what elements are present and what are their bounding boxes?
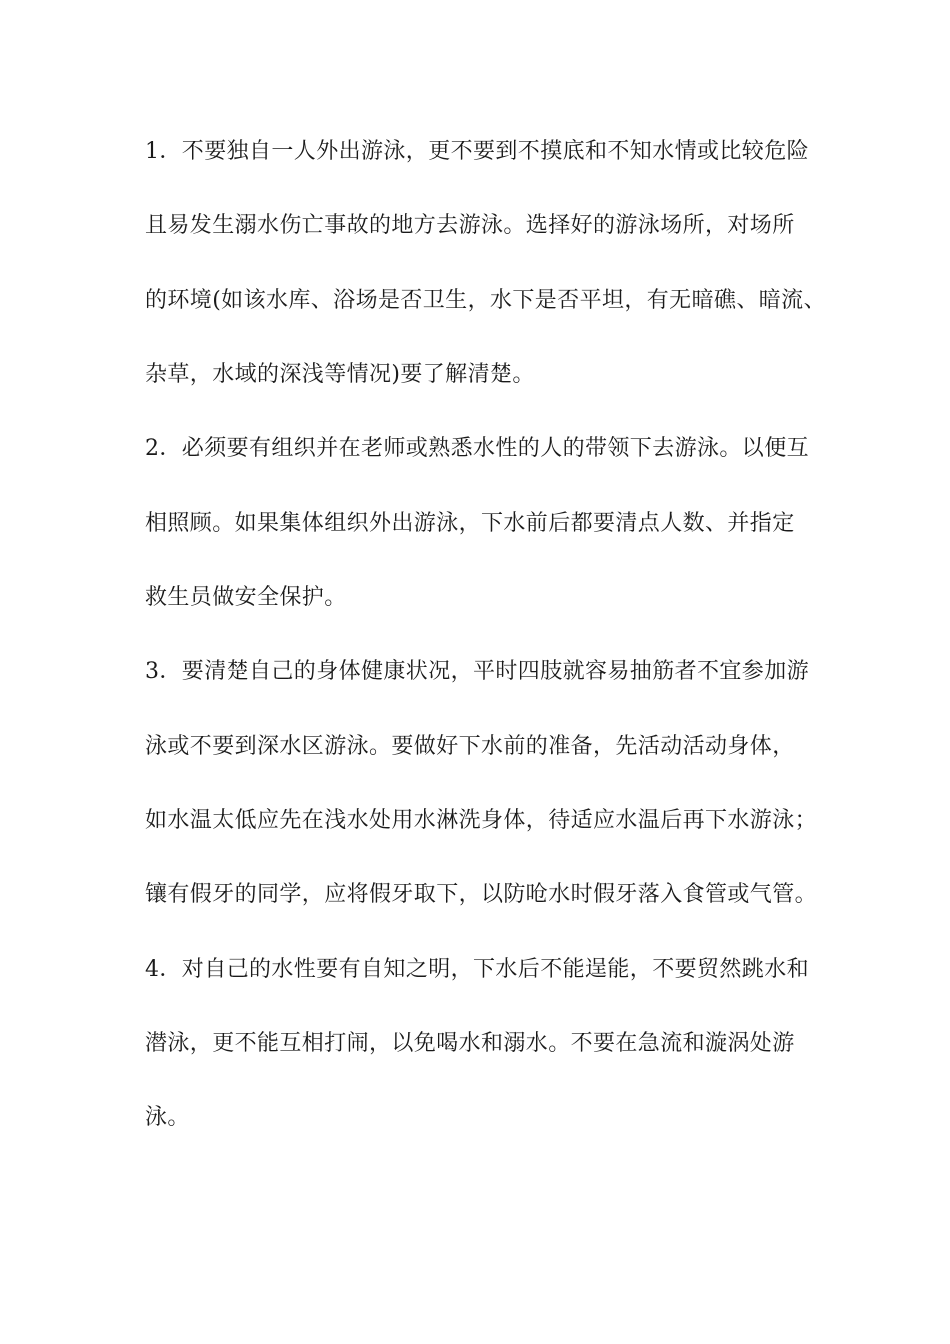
text-line-9: 泳或不要到深水区游泳。要做好下水前的准备，先活动活动身体， (145, 734, 795, 759)
text-line-6: 相照顾。如果集体组织外出游泳，下水前后都要清点人数、并指定 (145, 511, 795, 536)
text-line-10: 如水温太低应先在浅水处用水淋洗身体，待适应水温后再下水游泳； (145, 808, 818, 833)
text-line-4: 杂草，水域的深浅等情况)要了解清楚。 (145, 362, 535, 387)
text-line-7: 救生员做安全保护。 (145, 585, 347, 610)
text-line-1: 1．不要独自一人外出游泳，更不要到不摸底和不知水情或比较危险 (145, 139, 809, 164)
text-line-13: 潜泳，更不能互相打闹，以免喝水和溺水。不要在急流和漩涡处游 (145, 1031, 795, 1056)
text-line-2: 且易发生溺水伤亡事故的地方去游泳。选择好的游泳场所，对场所 (145, 213, 795, 238)
text-line-11: 镶有假牙的同学，应将假牙取下，以防呛水时假牙落入食管或气管。 (145, 882, 818, 907)
text-line-14: 泳。 (145, 1105, 190, 1130)
text-line-5: 2．必须要有组织并在老师或熟悉水性的人的带领下去游泳。以便互 (145, 436, 809, 461)
text-line-3: 的环境(如该水库、浴场是否卫生，水下是否平坦，有无暗礁、暗流、 (145, 288, 826, 313)
text-line-12: 4．对自己的水性要有自知之明，下水后不能逞能，不要贸然跳水和 (145, 957, 809, 982)
text-line-8: 3．要清楚自己的身体健康状况，平时四肢就容易抽筋者不宜参加游 (145, 659, 809, 684)
